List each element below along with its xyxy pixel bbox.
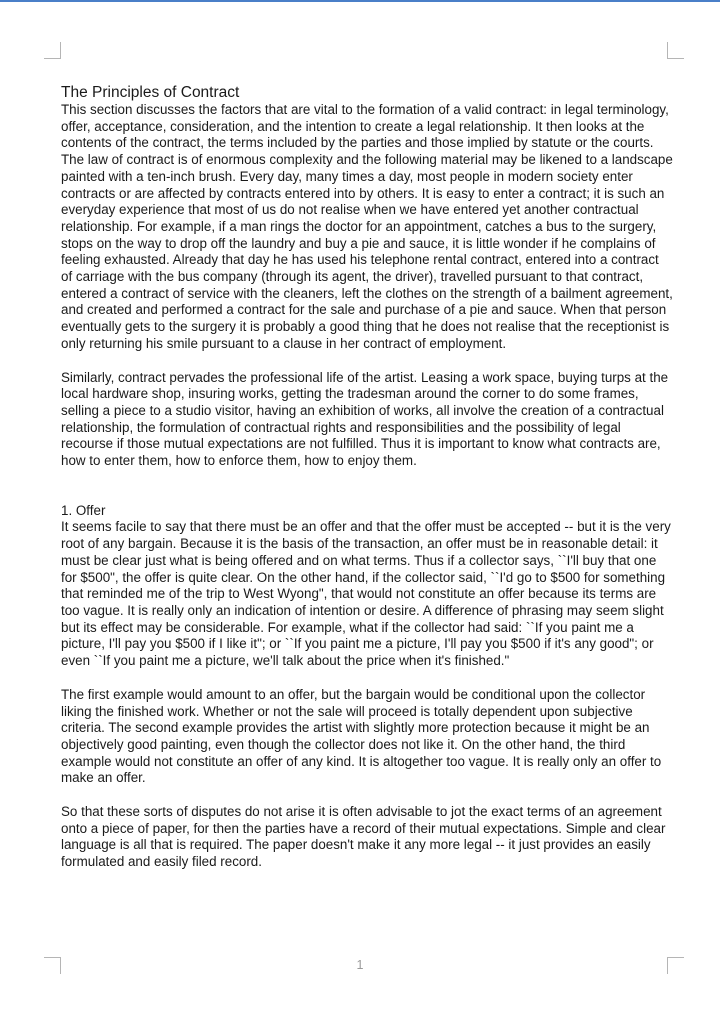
- document-title: The Principles of Contract: [61, 84, 240, 101]
- intro-paragraph-1: This section discusses the factors that are vital to the formation of a valid contract: in legal terminology, offer, acceptance, consideration, and the intention to create a legal relationship. It then looks at the contents of the contract, the terms included by the parties and those implied by statute or the courts. The law of contract is of enormous complexity and the following material may be likened to a landscape painted with a ten-inch brush. Every day, many times a day, most people in modern society enter contracts or are affected by contracts entered into by others. It is easy to enter a contract; it is such an everyday experience that most of us do not realise when we have entered yet another contractual relationship. For example, if a man rings the doctor for an appointment, catches a bus to the surgery, stops on the way to drop off the laundry and buy a pie and sauce, it is little wonder if he complains of feeling exhausted. Already that day he has used his telephone rental contract, entered into a contract of carriage with the bus company (through its agent, the driver), travelled pursuant to that contract, entered a contract of service with the cleaners, left the clothes on the strength of a bailment agreement, and created and performed a contract for the sale and purchase of a pie and sauce. When that person eventually gets to the surgery it is probably a good thing that he does not realise that the receptionist is only returning his smile pursuant to a clause in her contract of employment.: [61, 102, 673, 351]
- offer-paragraph-1: It seems facile to say that there must be an offer and that the offer must be accepted -- but it is the very root of any bargain. Because it is the basis of the transaction, an offer must be in reasonable detail: it must be clear just what is being offered and on what terms. Thus if a collector says, ``I'll buy that one for $500", the offer is quite clear. On the other hand, if the collector said, ``I'd go to $500 for something that reminded me of the trip to West Wyong", that would not constitute an offer because its terms are too vague. It is really only an indication of intention or desire. A difference of phrasing may seem slight but its effect may be considerable. For example, what if the collector had said: ``If you paint me a picture, I'll pay you $500 if I like it"; or ``If you paint me a picture, I'll pay you $500 if it's any good"; or even ``If you paint me a picture, we'll talk about the price when it's finished.": [61, 519, 671, 669]
- margin-corner-mark-top-left: [44, 42, 61, 59]
- page-number: 1: [356, 958, 364, 972]
- document-body[interactable]: [61, 84, 673, 871]
- section-heading-offer: 1. Offer: [61, 502, 106, 518]
- offer-paragraph-3: So that these sorts of disputes do not arise it is often advisable to jot the exact terms of an agreement onto a piece of paper, for then the parties have a record of their mutual expectations. Simple and clear language is all that is required. The paper doesn't make it any more legal -- it just provides an easily formulated and easily filed record.: [61, 804, 666, 870]
- margin-corner-mark-top-right: [667, 42, 684, 59]
- top-accent-rule: [0, 0, 720, 2]
- intro-paragraph-2: Similarly, contract pervades the professional life of the artist. Leasing a work space, buying turps at the local hardware shop, insuring works, getting the tradesman around the corner to do some frames, selling a piece to a studio visitor, having an exhibition of works, all involve the creation of a contractual relationship, the formulation of contractual rights and responsibilities and the possibility of legal recourse if those mutual expectations are not fulfilled. Thus it is important to know what contracts are, how to enter them, how to enforce them, how to enjoy them.: [61, 369, 669, 469]
- offer-paragraph-2: The first example would amount to an offer, but the bargain would be conditional upon the collector liking the finished work. Whether or not the sale will proceed is totally dependent upon subjective criteria. The second example provides the artist with slightly more protection because it might be an objectively good painting, even though the collector does not like it. On the other hand, the third example would not constitute an offer of any kind. It is altogether too vague. It is really only an offer to make an offer.: [61, 686, 662, 786]
